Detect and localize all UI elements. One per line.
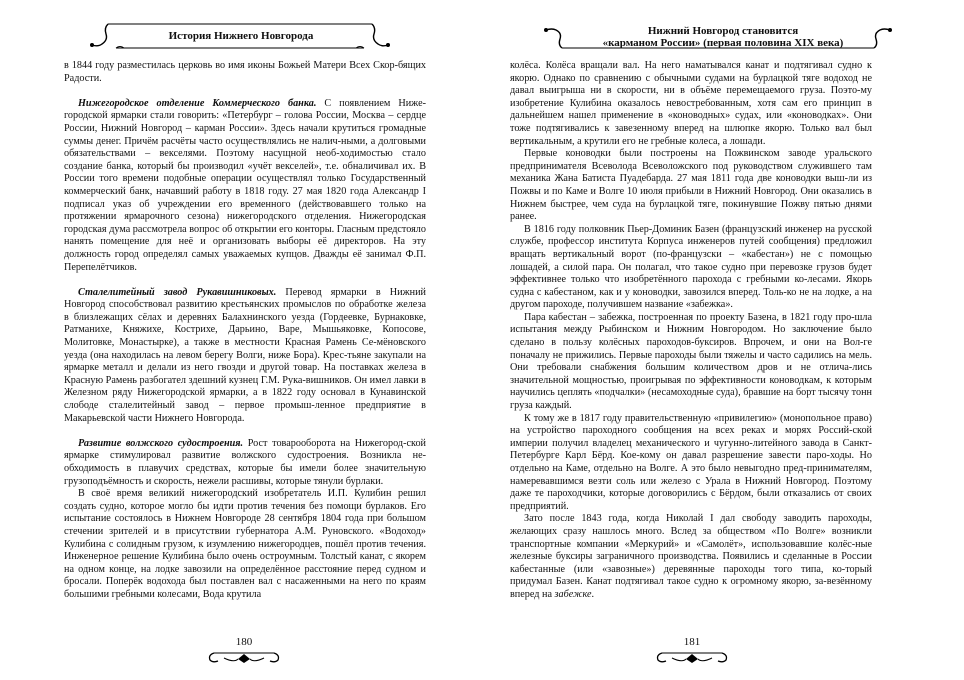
page-number: 181 xyxy=(683,636,701,648)
left-page-header xyxy=(0,14,482,54)
paragraph xyxy=(510,312,872,413)
paragraph-text: Зато после 1843 года, когда Николай I дал свободу заводить пароходы, желающих сразу нашлось много. Вслед за обществом «По Волге» возникли транспортные компании «Меркурий» и «Самолёт», использовавшие колёс-ные железные буксиры заграничного производства. Появились и сделанные в России кабестанные (или «завозные») деревянные пароходы того типа, ко-торый придумал Базен. Канат подтягивал такое судно к огромному якорю, за-везённому вперед на xyxy=(510,513,872,600)
paragraph-text: В 1816 году полковник Пьер-Доминик Базен (французский инженер на русской службе, профессор института Корпуса инженеров путей сообщения) предложил вращать вертикальный ворот (по-французски – «кабестан») не с помощью лошадей, а силой пара. Он полагал, что такое судно при перевозке грузов будет эффективнее только что изобретённого парохода с гребными ко-лесами. Якорь судна с кабестаном, как и у коноводки, завозился вперед. Толь-ко не на лодке, а на другом пароходе, получившем название «забежка». xyxy=(510,223,872,311)
paragraph xyxy=(510,413,872,514)
paragraph-text: С появлением Ниже-городской ярмарки стали говорить: «Петербург – голова России, Москва – сердце России, Нижний Новгород – карман России». Здесь начали крутиться громадные суммы денег. Причём расчёты часто осуществлялись не налич-ными, а долговыми обязательствами – векселями. Поэтому насущной необ-ходимостью стало создание банка, который бы производил «учёт векселей», т.е. обналичивал их. В России того времени подобные операции осуществлял только Государственный коммерческий банк, начавший работу в 1818 году. 27 мая 1820 года Александр I подписал указ об учреждении его временного (действовавшего только на протяжении ярмарочного сезона) нижегородского отделения. Нижегородская городская дума рассмотрела вопрос об открытии его конторы. Гласным предстояло нанять помещение для неё и организовать выборы её директоров. На эту должность город определял самых уважаемых купцов. Дважды её занимал Ф.П. Перепелётчиков. xyxy=(64,97,426,273)
paragraph-text: Рост товарооборота на Нижегород-ской ярмарке стимулировал развитие волжского судостроения. Возникла не-обходимость в плавучих средствах, которые бы имели более значительную грузоподъёмность и скорость, нежели расшивы, которые тянули бурлаки. xyxy=(64,437,426,487)
section-heading: Нижегородское отделение Коммерческого банка. xyxy=(78,97,317,109)
section-paragraph xyxy=(64,98,426,274)
paragraph xyxy=(510,60,872,148)
paragraph xyxy=(510,148,872,224)
paragraph-tail: . xyxy=(591,588,595,600)
right-page-text xyxy=(510,60,872,602)
section-heading: Развитие волжского судостроения. xyxy=(78,437,244,449)
paragraph-text: в 1844 году разместилась церковь во имя иконы Божьей Матери Всех Скор-бящих Радости. xyxy=(64,60,426,84)
page-number: 180 xyxy=(235,636,253,648)
section-heading: Сталелитейный завод Рукавишниковых. xyxy=(78,286,277,298)
paragraph-text: Первые коноводки были построены на Пожвинском заводе уральского предпринимателя Всеволода Всеволожского под руководством служившего там механика Жана Батиста Пуадебарда. 27 мая 1811 года две коноводки выш-ли из Пожвы и по Каме и Волге 10 июля прибыли в Нижний Новгород. Они оказались в Нижнем быстрее, чем суда на бурлацкой тяге, покинувшие Пожву пятью днями ранее. xyxy=(510,148,872,223)
right-page xyxy=(482,0,964,680)
paragraph-text: Перевод ярмарки в Нижний Новгород способствовал развитию крестьянских промыслов по обработке железа в близлежащих сёлах и деревнях Балахнинского уезда (Гордеевке, Бурнаковке, Ратманихе, Княжихе, Кострихе, Дарьино, Варе, Мышьяковке, Копосове, Молитовке, Монастырке), а также в местности Красная Рамень Се-мёновского уезда (она находилась на левом берегу Волги, ниже Бора). Крес-тьяне закупали на ярмарке металл и делали из него гвозди и другой товар. На поставках железа в Красную Рамень разбогател здешний кузнец Г.М. Рука-вишников. Он имел лавки в Железном ряду Нижегородской ярмарки, а в 1822 году основал в Кунавинской слободе сталелитейный завод – первое промыш-ленное предприятие в Макарьевской части Нижнего Новгорода. xyxy=(64,286,426,424)
footer-ornament-icon xyxy=(204,650,284,666)
running-title: История Нижнего Новгорода xyxy=(168,30,314,42)
running-title-line: «карманом России» (первая половина XIX века) xyxy=(602,37,844,49)
section-paragraph xyxy=(64,287,426,426)
left-page-footer xyxy=(0,636,482,670)
paragraph-text: В своё время великий нижегородский изобретатель И.П. Кулибин решил создать судно, которое могло бы идти против течения без помощи бурлаков. Его испытание состоялось в Нижнем Новгороде 28 сентября 1804 года при большом стечении зрителей и в присутствии губернатора А.М. Руновского. «Водоход» Кулибина с солидным грузом, к изумлению нижегородцев, пошёл против течения. Инженерное решение Кулибина было очень остроумным. Толстый канат, с якорем на одном конце, на лодке завозили на определённое расстояние перед судном и бросали. Поперёк водохода был поставлен вал с насаженными на него по краям большими гребными колесами, Вода крутила xyxy=(64,488,426,600)
footer-ornament-icon xyxy=(652,650,732,666)
running-title xyxy=(482,25,964,49)
paragraph xyxy=(64,60,426,85)
right-page-footer xyxy=(482,636,964,670)
paragraph-text: К тому же в 1817 году правительственную «привилегию» (монопольное право) на устройство пароходного сообщения на всех реках и морях Россий-ской империи получил владелец механического и чугунно-литейного завода в Санкт-Петербурге Карл Бёрд. Кое-кому он давал разрешение завести паро-ходы. Но отдельно на Каме, отдельно на Волге. А это было невыгодно пред-принимателям, намеревавшимся везти соль или железо с Урала в Нижний Новгород. Поэтому даже те пароходчики, которые договорились с Бёрдом, были отказались от своих предприятий. xyxy=(510,412,872,512)
paragraph xyxy=(64,488,426,601)
italic-word: забежке xyxy=(554,588,592,600)
section-paragraph xyxy=(64,438,426,488)
paragraph-text: Пара кабестан – забежка, построенная по проекту Базена, в 1821 году про-шла испытания между Рыбинском и Нижним Новгородом. Но заключение было сделано в пользу колёсных пароходов-буксиров. Впрочем, и они на Вол-ге поначалу не прижились. Первые пароходы были тяжелы и часто садились на мель. Они требовали снабжения большим количеством дров и не отлича-лись значительной мощностью, проигрывая по эффективности коноводкам, к которым научились цеплять «подчалки» (несамоходные суда), бравшие на борт тысячу тонн груза каждый. xyxy=(510,311,872,412)
paragraph xyxy=(510,224,872,312)
right-page-header xyxy=(482,14,964,54)
paragraph xyxy=(510,513,872,601)
left-page-text xyxy=(64,60,426,602)
running-title-line: Нижний Новгород становится xyxy=(647,25,799,37)
paragraph-text: колёса. Колёса вращали вал. На него наматывался канат и подтягивал судно к якорю. Однако по сравнению с обычными судами на бурлацкой тяге водоход не давал выигрыша ни в скорости, ни в объёме перемещаемого груза. Поэто-му изобретение Кулибина оказалось невостребованным, хотя сам его принцип в дальнейшем нашел применение в «коноводных» судах, или «коноводках». Они тоже подтягивались к завезенному вперед на шлюпке якорю. Только вал был вертикальным, а крутили его не гребные колеса, а лошади. xyxy=(510,60,872,147)
